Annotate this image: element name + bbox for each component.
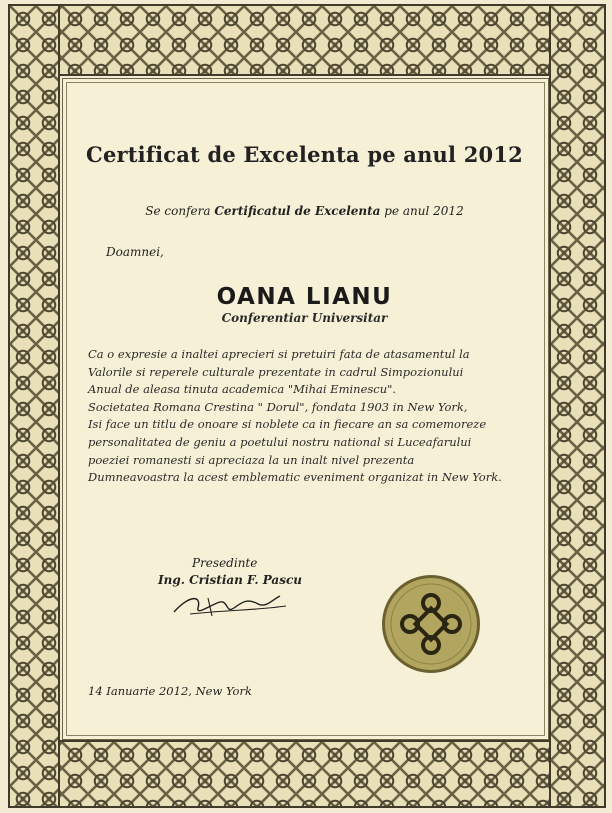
body-line: Valorile si reperele culturale prezentate in cadrul Simpozionului: [88, 364, 464, 379]
confer-line: [62, 204, 547, 218]
date-place: 14 Ianuarie 2012, New York: [88, 684, 252, 698]
recipient-name: OANA LIANU: [216, 284, 393, 310]
body-line: Ca o expresie a inaltei aprecieri si pretuiri fata de atasamentul la: [88, 347, 470, 361]
body-line: poeziei romanesti si apreciaza la un inalt nivel prezenta: [88, 452, 415, 467]
confer-prefix: Se confera: [145, 204, 211, 218]
body-line: Isi face un titlu de onoare si noblete ca in fiecare an sa comemoreze: [88, 417, 487, 432]
ornamental-border-right: [549, 4, 606, 808]
body-line: Societatea Romana Crestina " Dorul", fondata 1903 in New York,: [88, 399, 468, 414]
certificate-body: [88, 346, 502, 487]
celtic-knot-seal-icon: [380, 573, 482, 675]
ornamental-border-top: [8, 4, 606, 76]
confer-bold: Certificatul de Excelenta: [214, 204, 381, 218]
signer-name: Ing. Cristian F. Pascu: [158, 573, 302, 587]
body-line: Dumneavoastra la acest emblematic eveniment organizat in New York.: [88, 470, 502, 485]
body-line: Anual de aleasa tinuta academica "Mihai Eminescu".: [88, 382, 397, 397]
confer-suffix: pe anul 2012: [384, 204, 464, 218]
ornamental-border-left: [8, 4, 60, 808]
signer-title: Presedinte: [192, 556, 258, 570]
signature-icon: [168, 586, 298, 622]
salutation: Doamnei,: [106, 245, 164, 259]
ornamental-border-bottom: [8, 740, 606, 808]
recipient-role: Conferentiar Universitar: [221, 311, 388, 325]
certificate-title: Certificat de Excelenta pe anul 2012: [86, 142, 523, 167]
body-line: personalitatea de geniu a poetului nostru national si Luceafarului: [88, 434, 472, 449]
